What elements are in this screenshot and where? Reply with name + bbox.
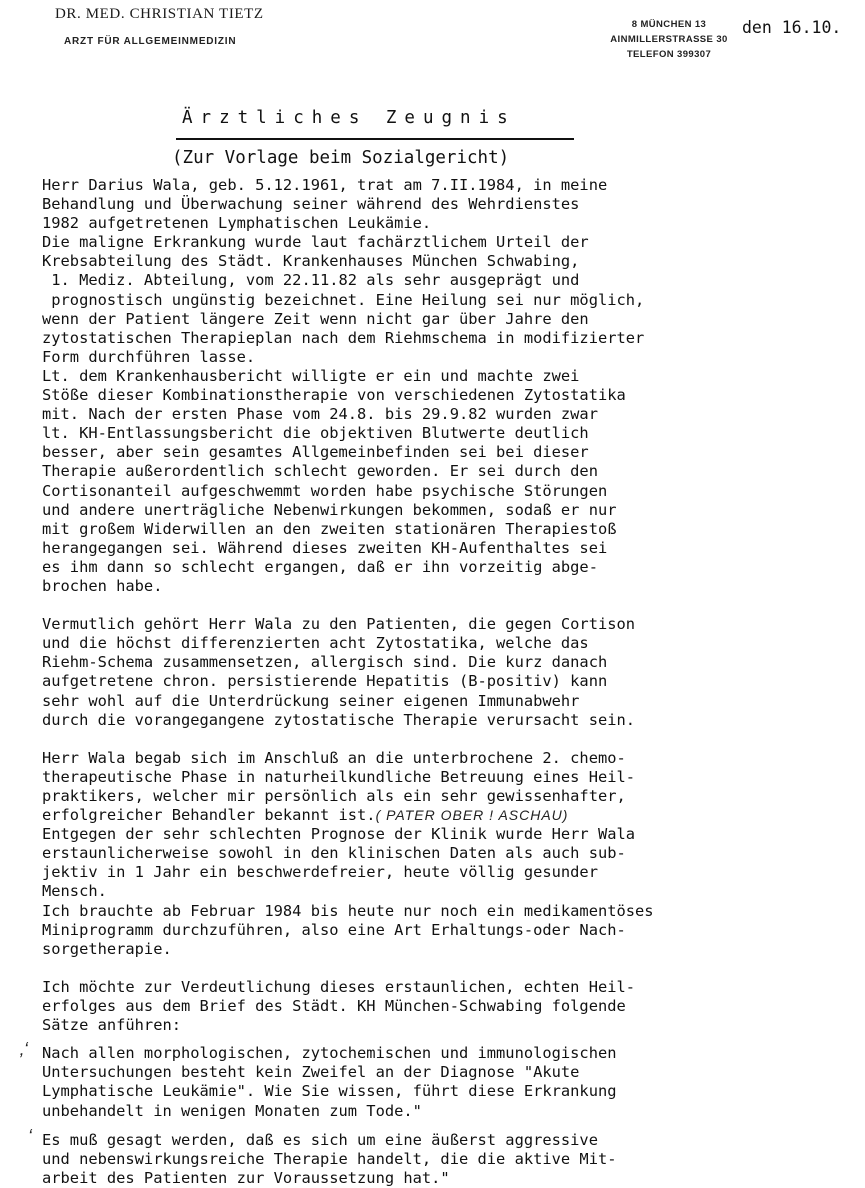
text-line: jektiv in 1 Jahr ein beschwerdefreier, heute völlig gesunder (42, 863, 598, 882)
text-line: sehr wohl auf die Unterdrückung seiner eigenen Immunabwehr (42, 691, 580, 710)
paragraph-gap (42, 1035, 857, 1044)
text-line: Lymphatische Leukämie". Wie Sie wissen, führt diese Erkrankung (42, 1082, 617, 1101)
quote-diagnosis (20, 1039, 857, 1120)
paragraph-history (42, 176, 857, 596)
paragraph-treatment (42, 749, 857, 959)
text-line: wenn der Patient längere Zeit wenn nicht gar über Jahre den (42, 309, 589, 328)
text-line: Krebsabteilung des Städt. Krankenhauses München Schwabing, (42, 252, 580, 271)
text-line (42, 806, 857, 825)
address-line-phone: TELEFON 399307 (626, 49, 712, 60)
paragraph-gap (42, 596, 857, 615)
text-line: Therapie außerordentlich schlecht geworden. Er sei durch den (42, 462, 598, 481)
paragraph-gap (42, 730, 857, 749)
letter-body (20, 176, 857, 1188)
handwritten-quote-mark: ‘ (28, 1125, 32, 1146)
text-line: und die höchst differenzierten acht Zytostatika, welche das (42, 634, 589, 653)
address-line-street: AINMILLERSTRASSE 30 (610, 34, 728, 45)
text-line: Untersuchungen besteht kein Zweifel an der Diagnose "Akute (42, 1063, 580, 1082)
text-line: besser, aber sein gesamtes Allgemeinbefinden sei bei dieser (42, 443, 589, 462)
text-line: Riehm-Schema zusammensetzen, allergisch sind. Die kurz danach (42, 653, 608, 672)
text-line: Sätze anführen: (42, 1016, 181, 1035)
text-line: herangegangen sei. Während dieses zweiten KH-Aufenthaltes sei (42, 538, 608, 557)
text-line: 1. Mediz. Abteilung, vom 22.11.82 als sehr ausgeprägt und (42, 271, 580, 290)
text-line: 1982 aufgetretenen Lymphatischen Leukämie. (42, 214, 432, 233)
text-line: aufgetretene chron. persistierende Hepatitis (B-positiv) kann (42, 672, 608, 691)
text-line: Es muß gesagt werden, daß es sich um eine äußerst aggressive (42, 1130, 598, 1149)
letterhead-address (598, 17, 740, 62)
text-line: zytostatischen Therapieplan nach dem Riehmschema in modifizierter (42, 328, 645, 347)
document-title: Ärztliches Zeugnis (182, 108, 516, 128)
text-line: Behandlung und Überwachung seiner während des Wehrdienstes (42, 195, 580, 214)
text-line: Vermutlich gehört Herr Wala zu den Patienten, die gegen Cortison (42, 615, 636, 634)
text-line: lt. KH-Entlassungsbericht die objektiven Blutwerte deutlich (42, 424, 589, 443)
text-line: therapeutische Phase in naturheilkundliche Betreuung eines Heil- (42, 767, 636, 786)
title-underline (176, 138, 574, 140)
text-line: arbeit des Patienten zur Voraussetzung hat." (42, 1168, 450, 1187)
text-line: erfolges aus dem Brief des Städt. KH München-Schwabing folgende (42, 997, 626, 1016)
text-line: Ich brauchte ab Februar 1984 bis heute nur noch ein medikamentöses (42, 901, 654, 920)
text-line: und nebenswirkungsreiche Therapie handelt, die die aktive Mit- (42, 1149, 617, 1168)
text-line: Form durchführen lasse. (42, 347, 256, 366)
text-line: Stöße dieser Kombinationstherapie von verschiedenen Zytostatika (42, 386, 626, 405)
text-line: sorgetherapie. (42, 939, 172, 958)
text-line: mit großem Widerwillen an den zweiten stationären Therapiestoß (42, 519, 617, 538)
text-line: brochen habe. (42, 576, 163, 595)
text-line: Entgegen der sehr schlechten Prognose der Klinik wurde Herr Wala (42, 825, 636, 844)
text-line: Lt. dem Krankenhausbericht willigte er ein und machte zwei (42, 366, 580, 385)
handwritten-note: ( PATER OBER ! ASCHAU) (375, 807, 569, 824)
letter-date: den 16.10. (742, 18, 842, 37)
paragraph-allergy (42, 615, 857, 730)
text-line: Herr Darius Wala, geb. 5.12.1961, trat am 7.II.1984, in meine (42, 176, 608, 194)
text-line: Ich möchte zur Verdeutlichung dieses erstaunlichen, echten Heil- (42, 977, 636, 996)
paragraph-gap (42, 959, 857, 978)
text-line: Herr Wala begab sich im Anschluß an die unterbrochene 2. chemo- (42, 748, 626, 767)
quote-therapy (28, 1125, 857, 1188)
text-line: durch die vorangegangene zytostatische Therapie verursacht sein. (42, 710, 636, 729)
paragraph-gap (42, 1121, 857, 1131)
letterhead-subtitle: ARZT FÜR ALLGEMEINMEDIZIN (64, 36, 237, 47)
text-line: es ihm dann so schlecht ergangen, daß er ihn vorzeitig abge- (42, 557, 598, 576)
text-line: Die maligne Erkrankung wurde laut fachärztlichem Urteil der (42, 233, 589, 252)
address-line-city: 8 MÜNCHEN 13 (631, 19, 707, 30)
letterhead-name: DR. MED. CHRISTIAN TIETZ (55, 6, 264, 22)
text-line: Mensch. (42, 882, 107, 901)
text-line: unbehandelt in wenigen Monaten zum Tode." (42, 1101, 422, 1120)
text-line: prognostisch ungünstig bezeichnet. Eine Heilung sei nur möglich, (42, 290, 645, 309)
text-line: Cortisonanteil aufgeschwemmt worden habe psychische Störungen (42, 481, 608, 500)
paragraph-intro-quote (42, 978, 857, 1035)
text-line: Nach allen morphologischen, zytochemischen und immunologischen (42, 1044, 617, 1063)
text-line: Miniprogramm durchzuführen, also eine Art Erhaltungs-oder Nach- (42, 920, 626, 939)
text-line: und andere unerträgliche Nebenwirkungen bekommen, sodaß er nur (42, 500, 617, 519)
text-segment: erfolgreicher Behandler bekannt ist. (42, 806, 376, 825)
document-subtitle: (Zur Vorlage beim Sozialgericht) (172, 148, 510, 168)
text-line: praktikers, welcher mir persönlich als ein sehr gewissenhafter, (42, 787, 626, 805)
text-line: erstaunlicherweise sowohl in den klinischen Daten als auch sub- (42, 844, 626, 863)
text-line: mit. Nach der ersten Phase vom 24.8. bis 29.9.82 wurden zwar (42, 405, 598, 424)
handwritten-quote-mark: ‚‘ (20, 1039, 28, 1060)
